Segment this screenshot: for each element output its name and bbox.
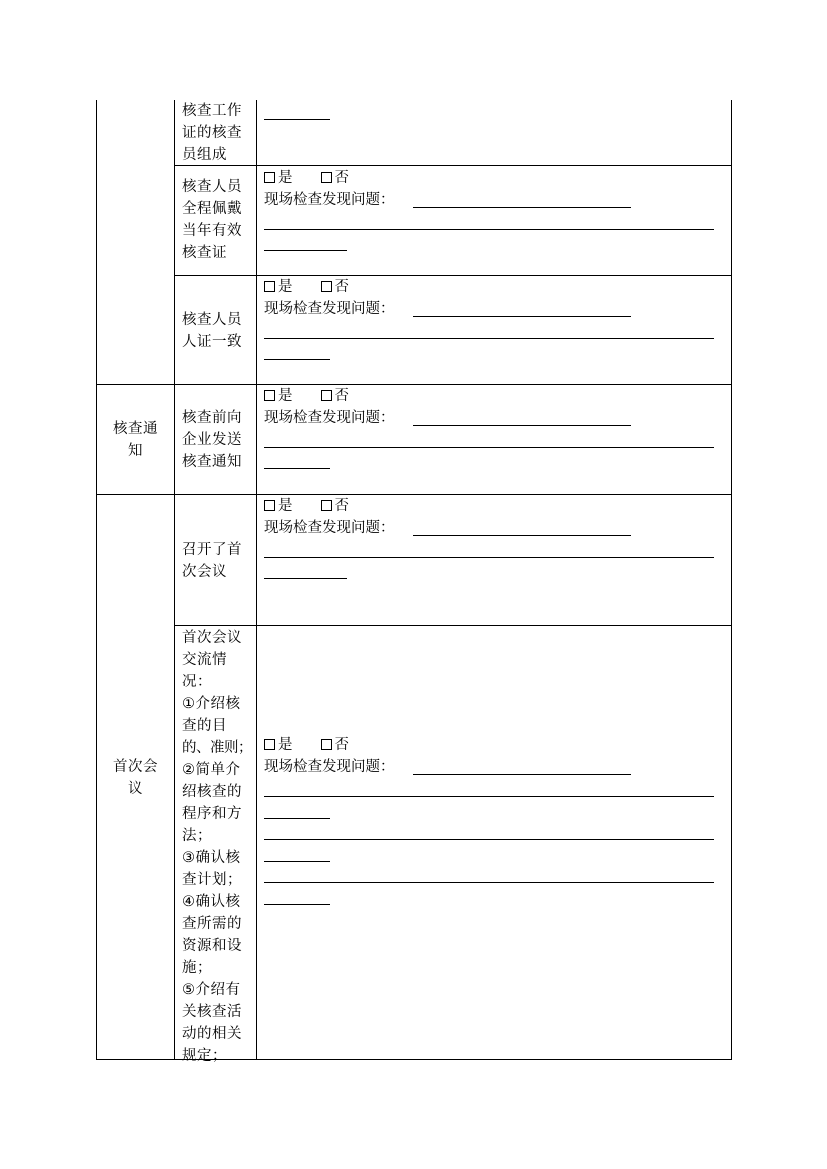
issue-input-line[interactable] bbox=[413, 425, 631, 426]
yes-checkbox[interactable] bbox=[264, 390, 275, 401]
answer-underline[interactable] bbox=[264, 119, 330, 120]
yes-no-options: 是 否 bbox=[264, 386, 349, 406]
row-divider bbox=[96, 494, 732, 495]
issue-continuation-line[interactable] bbox=[264, 447, 714, 448]
yes-checkbox[interactable] bbox=[264, 281, 275, 292]
yes-checkbox[interactable] bbox=[264, 739, 275, 750]
issue-input-line[interactable] bbox=[413, 774, 631, 775]
issue-label: 现场检查发现问题： bbox=[264, 759, 395, 775]
row-divider bbox=[96, 384, 732, 385]
issue-label: 现场检查发现问题： bbox=[264, 410, 395, 426]
row-divider bbox=[174, 275, 732, 276]
issue-continuation-line[interactable] bbox=[264, 468, 330, 469]
yes-no-options: 是 否 bbox=[264, 735, 349, 755]
issue-continuation-line[interactable] bbox=[264, 250, 347, 251]
section-label-first-meeting: 首次会 议 bbox=[113, 759, 158, 797]
yes-no-options: 是 否 bbox=[264, 496, 349, 516]
row-divider bbox=[174, 165, 732, 166]
yes-checkbox[interactable] bbox=[264, 500, 275, 511]
issue-continuation-line[interactable] bbox=[264, 839, 714, 840]
issue-input-line[interactable] bbox=[413, 316, 631, 317]
issue-continuation-line[interactable] bbox=[264, 818, 330, 819]
column-divider-2 bbox=[256, 100, 257, 1060]
column-divider-1 bbox=[174, 100, 175, 1060]
table-border-right bbox=[731, 100, 732, 1060]
item-label-send-notice: 核查前向 企业发送 核查通知 bbox=[182, 410, 242, 470]
yes-no-options: 是 否 bbox=[264, 168, 349, 188]
no-checkbox[interactable] bbox=[321, 739, 332, 750]
no-checkbox[interactable] bbox=[321, 390, 332, 401]
item-label-meeting-held: 召开了首 次会议 bbox=[182, 542, 242, 580]
issue-continuation-line[interactable] bbox=[264, 882, 714, 883]
issue-continuation-line[interactable] bbox=[264, 359, 330, 360]
yes-checkbox[interactable] bbox=[264, 172, 275, 183]
issue-continuation-line[interactable] bbox=[264, 229, 714, 230]
item-label-identity-match: 核查人员 人证一致 bbox=[182, 312, 242, 350]
no-checkbox[interactable] bbox=[321, 172, 332, 183]
issue-label: 现场检查发现问题： bbox=[264, 192, 395, 208]
issue-label: 现场检查发现问题： bbox=[264, 301, 395, 317]
issue-label: 现场检查发现问题： bbox=[264, 520, 395, 536]
issue-input-line[interactable] bbox=[413, 535, 631, 536]
yes-no-options: 是 否 bbox=[264, 277, 349, 297]
item-label-staff-composition: 核查工作 证的核查 员组成 bbox=[182, 103, 242, 163]
no-checkbox[interactable] bbox=[321, 500, 332, 511]
item-label-wear-certificate: 核查人员 全程佩戴 当年有效 核查证 bbox=[182, 179, 242, 261]
issue-continuation-line[interactable] bbox=[264, 338, 714, 339]
issue-input-line[interactable] bbox=[413, 207, 631, 208]
issue-continuation-line[interactable] bbox=[264, 861, 330, 862]
item-label-meeting-details: 首次会议 交流情 况： ①介绍核 查的目 的、准则； ②简单介 绍核查的 程序和方 法； ③确认核 查计划； ④确认核 查所需的 资源和设 施； ⑤介绍有 关核查活 动的相关 规定； bbox=[182, 630, 252, 1064]
issue-continuation-line[interactable] bbox=[264, 904, 330, 905]
issue-continuation-line[interactable] bbox=[264, 578, 347, 579]
row-divider bbox=[174, 625, 732, 626]
issue-continuation-line[interactable] bbox=[264, 557, 714, 558]
section-label-notification: 核查通 知 bbox=[113, 421, 158, 459]
issue-continuation-line[interactable] bbox=[264, 796, 714, 797]
table-border-left bbox=[96, 100, 97, 1060]
no-checkbox[interactable] bbox=[321, 281, 332, 292]
